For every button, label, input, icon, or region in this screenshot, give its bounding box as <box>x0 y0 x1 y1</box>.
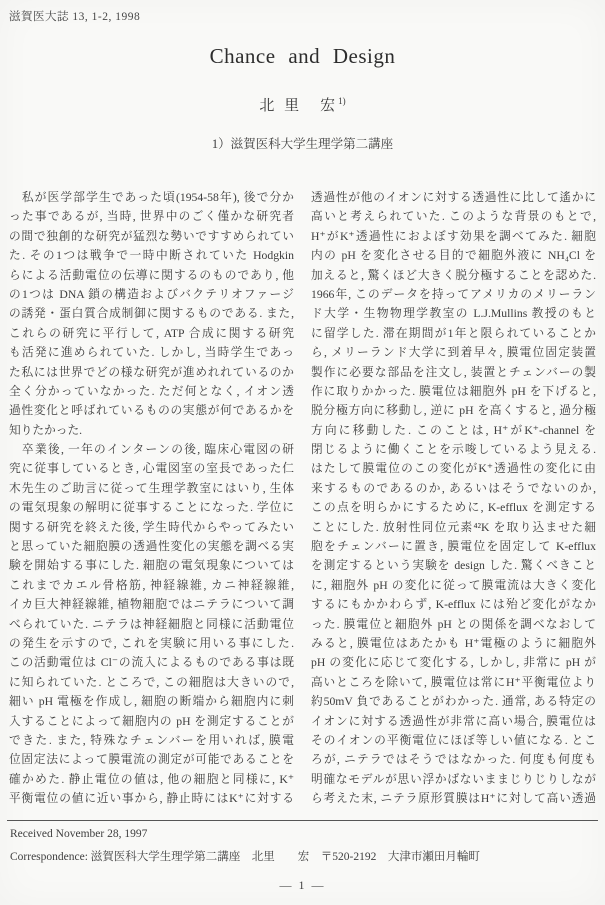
text-line: 透過性が他のイオンに対する透過性に比して遙かに <box>311 191 596 204</box>
text-line: った事であるが, 当時, 世界中のごく僅かな研究者 <box>9 210 294 224</box>
text-line: この点を明らかにするために, K-efflux を測定する <box>311 501 596 515</box>
text-line: 加えると, 驚くほど大きく脱分極することを認めた. <box>311 268 596 282</box>
text-line: ことにした. 放射性同位元素⁴²K を取り込ませた細 <box>311 520 596 534</box>
text-line: ら考えた末, ニテラ原形質膜はH⁺に対して高い透過 <box>311 792 596 806</box>
text-line: できた. また, 特殊なチェンバーを用いれば, 膜電 <box>9 733 294 747</box>
text-line: に, 細胞外 pH の変化に従って膜電流は大きく変化 <box>311 578 596 592</box>
text-line: 作に取りかかった. 膜電位は細胞外 pH を下げると, <box>311 384 596 398</box>
footer <box>10 828 596 864</box>
text-line: 入することによって細胞内の pH を測定することが <box>9 714 294 728</box>
text-line: この活動電位は Cl⁻の流入によるものである事は既 <box>9 656 294 670</box>
text-line: らによる活動電位の伝導に関するのものであり, 他 <box>9 268 294 282</box>
text-line: の間で独創的な研究が猛烈な勢いですすめられてい <box>9 229 294 243</box>
text-line: ろが, ニテラではそうではなかった. 何度も何度も <box>311 753 596 767</box>
text-line: 胞をチェンバーに置き, 膜電位を固定して K-efflux <box>311 540 596 554</box>
text-line: 知りたかった. <box>9 423 83 437</box>
page-number: — 1 — <box>279 878 326 892</box>
text-line: 1966年, このデータを持ってアメリカのメリーラン <box>311 287 596 301</box>
text-line: 約50mV 負であることがわかった. 通常, ある特定の <box>311 695 596 709</box>
text-line: するにもかかわらず, K-efflux には殆ど変化がなか <box>311 598 596 612</box>
text-line: 脱分極方向に移動し, 逆に pH を高くすると, 過分極 <box>311 404 596 418</box>
text-line: 製作に必要な部品を注文し, 装置とチェンバーの製 <box>311 365 596 379</box>
author-line <box>0 94 605 115</box>
body-column-left <box>9 188 294 809</box>
footer-divider <box>7 820 598 821</box>
article-body <box>9 188 596 809</box>
text-line: に知られていた. ところで, この細胞は大きいので, <box>9 675 294 689</box>
text-line: これまでカエル骨格筋, 神経線維, カニ神経線維, <box>9 578 294 592</box>
text-line: 験を開始する事にした. 細胞の電気現象については <box>9 559 294 573</box>
text-line: 細い pH 電極を作成し, 細胞の断端から細胞内に刺 <box>9 695 294 709</box>
text-line: 方向に移動した. このことは, H⁺がK⁺-channel を <box>311 423 596 437</box>
text-line: 来するものであるのか, あるいはそうでないのか, <box>311 481 596 495</box>
body-column-right <box>311 188 596 809</box>
text-line: た私には世界でどの様な研究が進めれれているのか <box>9 365 294 379</box>
text-line: ら, メリーランド大学に到着早々, 膜電位固定装置 <box>311 346 596 360</box>
author-affiliation-marker: 1) <box>338 96 346 106</box>
author-affiliation: 1）滋賀医科大学生理学第二講座 <box>211 137 394 151</box>
text-line: イオンに対する透過性が非常に高い場合, 膜電位は <box>311 714 596 728</box>
text-line: 位固定法によって膜電流の測定が可能であることを <box>9 753 294 767</box>
text-line: はたして膜電位のこの変化がK⁺透過性の変化に由 <box>311 462 596 476</box>
text-line: も活発に進められていた. しかし, 当時学生であっ <box>9 346 294 360</box>
text-line: 閉じるように働くことを示唆しているよう見える. <box>311 443 596 457</box>
text-line: の1つは DNA 鎖の構造およびバクテリオファージ <box>9 287 294 301</box>
text-line: 私が医学部学生であった頃(1954-58年), 後で分か <box>9 191 294 204</box>
text-line: の誘発・蛋白質合成制御に関するものである. また, <box>9 307 294 321</box>
text-line: った. 膜電位と細胞外 pH との関係を調べなおして <box>311 617 596 631</box>
text-line: 高いところを除いて, 膜電位は常にH⁺平衡電位より <box>311 675 596 689</box>
text-line: た. その1つは戦争で一時中断されていた Hodgkin <box>9 249 294 263</box>
text-line: 高いと考えられていた. このような背景のもとで, <box>311 210 596 224</box>
text-line: 明確なモデルが思い浮かばないままじりじりしなが <box>311 772 596 786</box>
article-title: Chance and Design <box>209 44 396 68</box>
text-line: 全く分かっていなかった. ただ何となく, イオン透 <box>9 384 294 398</box>
text-line: 平衡電位の値に近い事から, 静止時にはK⁺に対する <box>9 792 294 806</box>
text-line: 究に従事しているとき, 心電図室の室長であった仁 <box>9 462 294 476</box>
text-line: これらの研究に平行して, ATP 合成に関する研究 <box>9 326 294 340</box>
text-line: H⁺がK⁺透過性におよぼす効果を調べてみた. 細胞 <box>311 229 596 243</box>
text-line: pH の変化に応じて変化する, しかし, 非常に pH が <box>311 656 596 670</box>
correspondence-address: Correspondence: 滋賀医科大学生理学第二講座 北里 宏 〒520-2192 大津市瀬田月輪町 <box>10 851 480 863</box>
journal-citation: 滋賀医大誌 13, 1-2, 1998 <box>9 11 141 23</box>
text-line: べられていた. ニテラは神経細胞と同様に活動電位 <box>9 617 294 631</box>
text-line: 内の pH を変化させる目的で細胞外液に NH₄Cl を <box>311 249 596 263</box>
text-line: そのイオンの平衡電位にほぼ等しい値になる. とこ <box>311 733 596 747</box>
text-line: と思っていた細胞膜の透過性変化の実態を調べる実 <box>9 540 294 554</box>
text-line: 確かめた. 静止電位の値は, 他の細胞と同様に, K⁺ <box>9 772 294 786</box>
text-line: に留学した. 滞在期間が1年と限られていることか <box>311 326 596 340</box>
text-line: 木先生のご助言に従って生理学教室にはいり, 生体 <box>9 481 294 495</box>
text-line: の発生を示すので, これを実験に用いる事にした. <box>9 636 294 650</box>
text-line: みると, 膜電位はあたかも H⁺電極のように細胞外 <box>311 636 596 650</box>
text-line: イカ巨大神経線維, 植物細胞ではニテラについて調 <box>9 598 294 612</box>
text-line: 卒業後, 一年のインターンの後, 臨床心電図の研 <box>9 443 294 457</box>
author-name: 北 里 宏 <box>259 98 339 114</box>
text-line: 過性変化と呼ばれているものの実態が何であるかを <box>9 404 294 418</box>
text-line: 関する研究を終えた後, 学生時代からやってみたい <box>9 520 294 534</box>
text-line: の電気現象の解明に従事することになった. 学位に <box>9 501 294 515</box>
received-date: Received November 28, 1997 <box>10 828 148 840</box>
text-line: を測定するという実験を design した. 驚くべきこと <box>311 559 596 573</box>
text-line: ド大学・生物物理学教室の L.J.Mullins 教授のもと <box>311 307 596 321</box>
